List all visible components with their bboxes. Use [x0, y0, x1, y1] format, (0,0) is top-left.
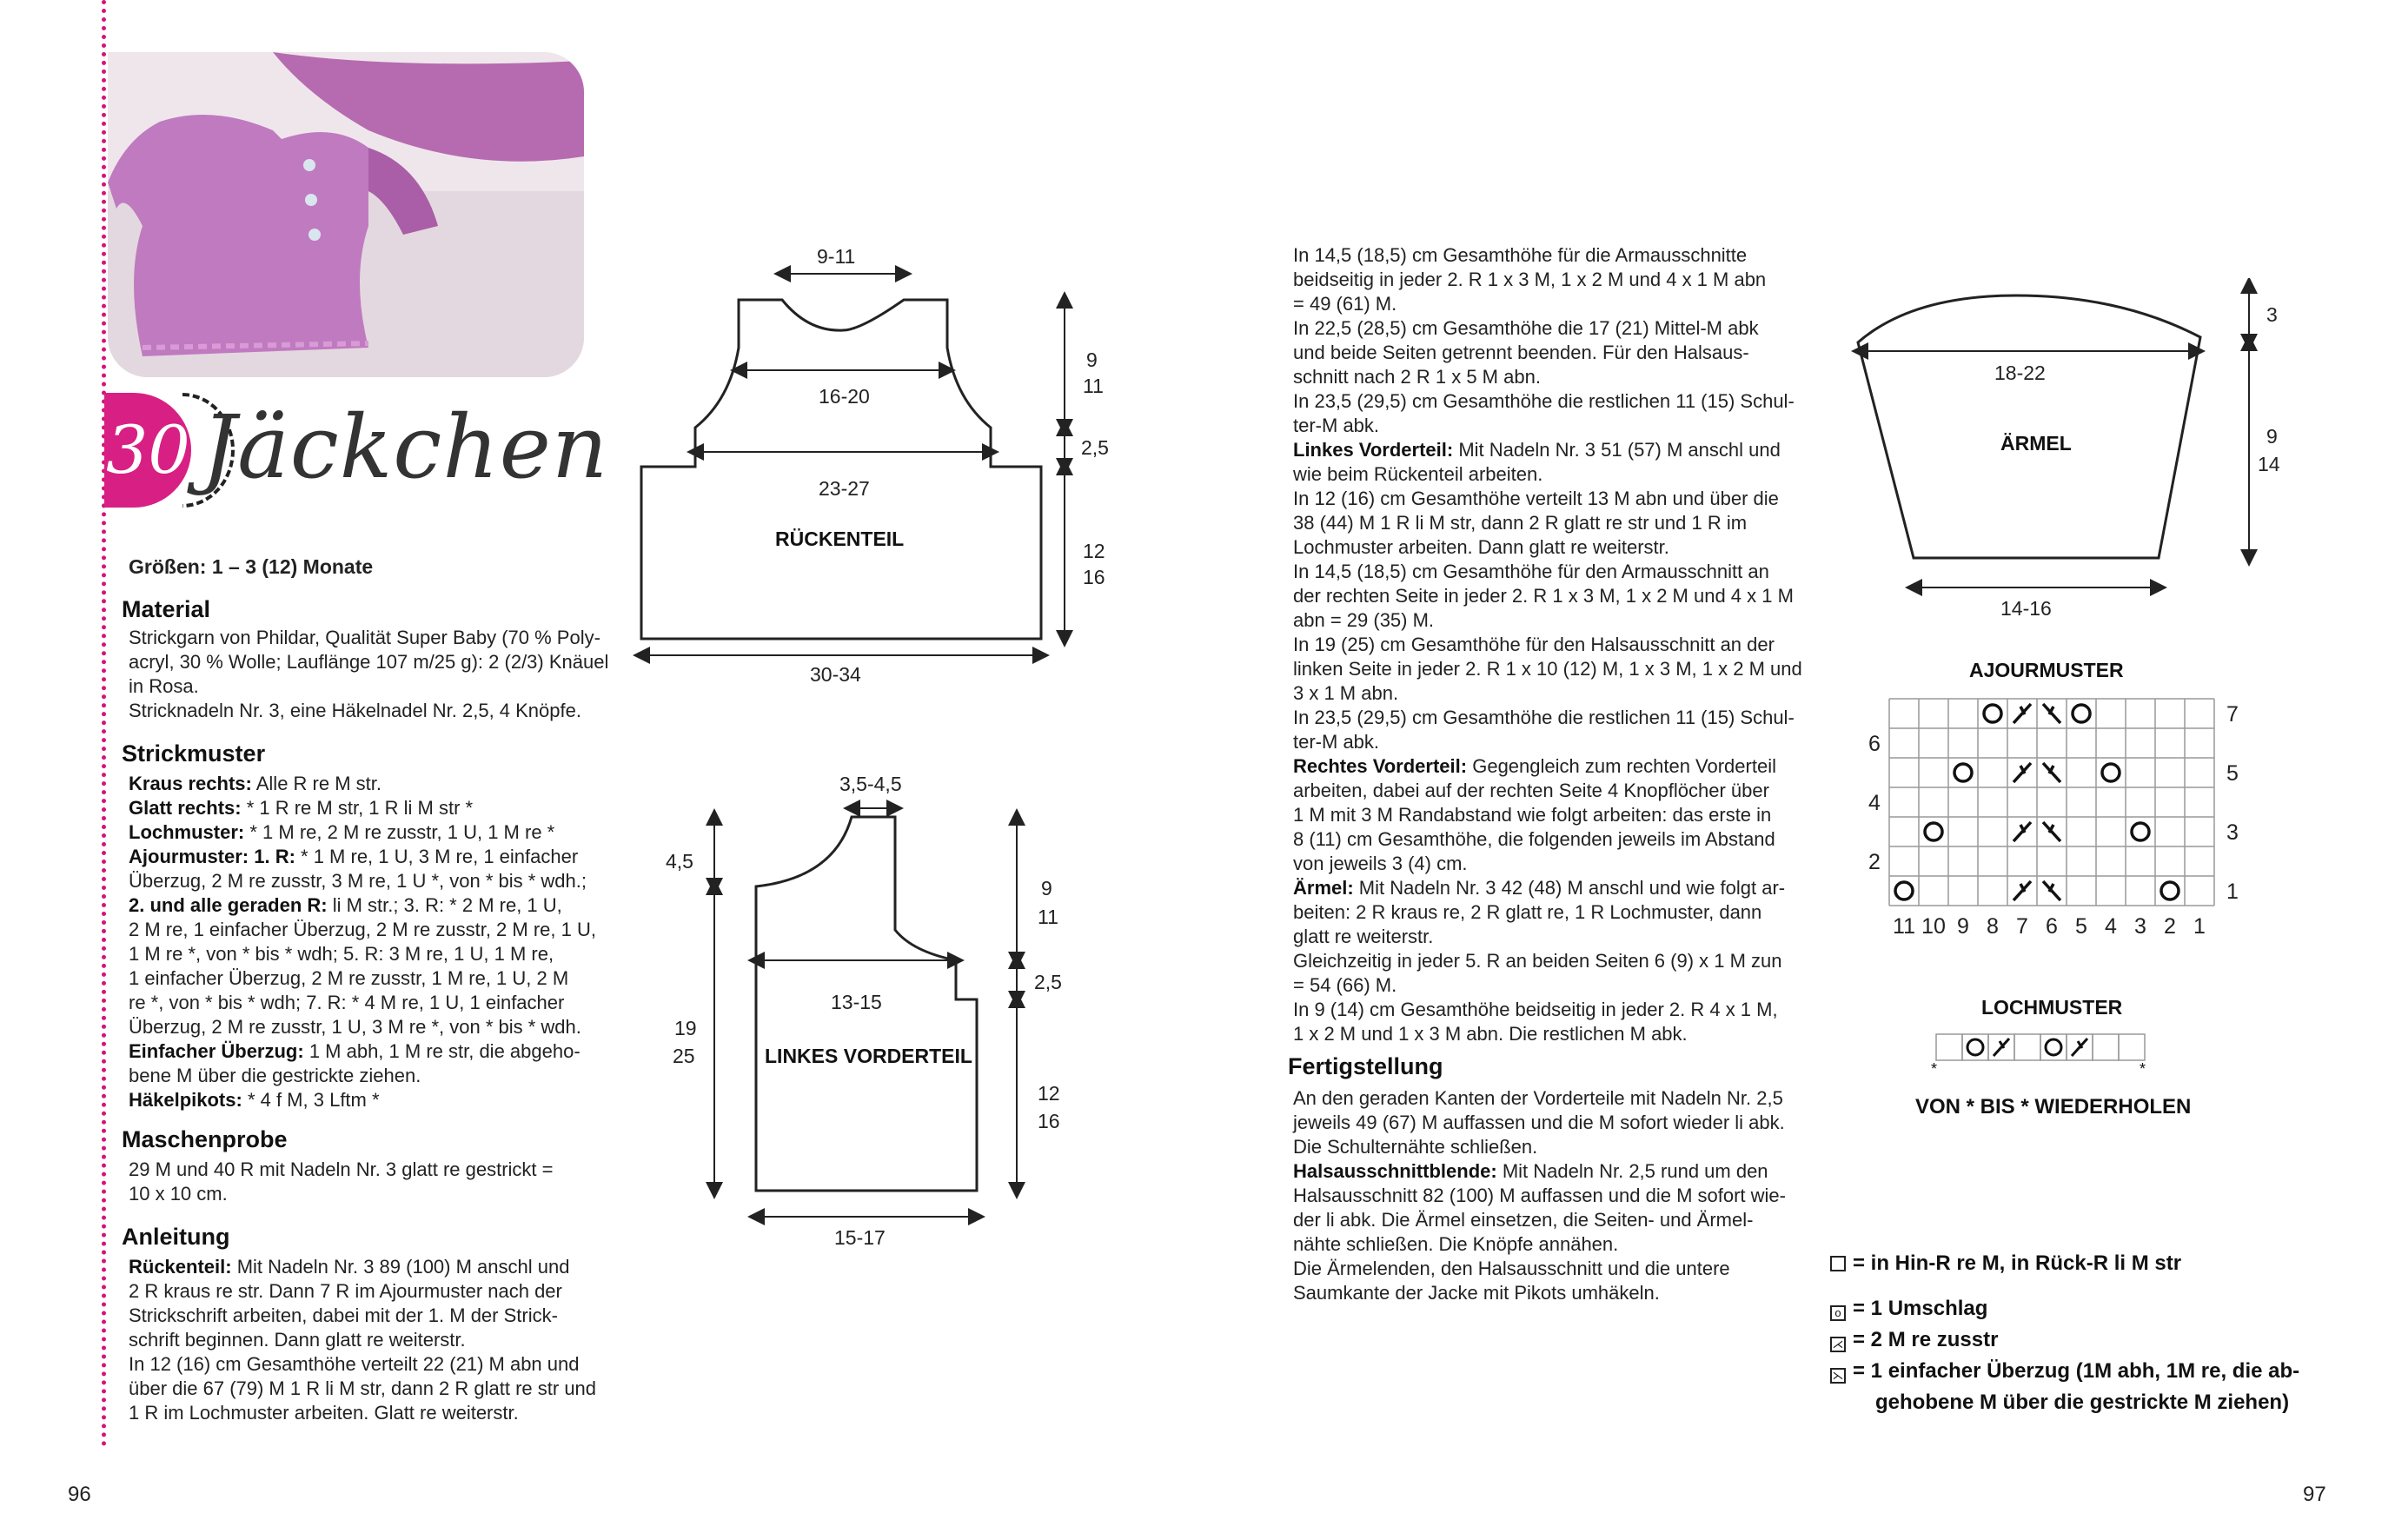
material-line: in Rosa.: [129, 675, 199, 697]
text-line: [129, 1304, 596, 1328]
ajour-col-label: 6: [2046, 914, 2058, 939]
text-line-body: In 23,5 (29,5) cm Gesamthöhe die restlichen 11 (15) Schul-: [1293, 707, 1795, 728]
loch-cell: [2014, 1034, 2040, 1060]
text-line: [129, 1255, 596, 1279]
pattern-number: 30: [106, 411, 190, 488]
text-line-bold: 2. und alle geraden R:: [129, 894, 328, 916]
page-number-right: 97: [2303, 1483, 2326, 1506]
text-line-body: 1 M abh, 1 M re str, die abgeho-: [303, 1040, 581, 1062]
text-line-body: der rechten Seite in jeder 2. R 1 x 3 M, 1 x 2 M und 4 x 1 M: [1293, 585, 1794, 607]
front-armhole-height-a: 9: [1041, 877, 1052, 899]
legend-item: [1875, 1389, 2289, 1417]
k2tog-mark: [1994, 1039, 2009, 1056]
maschenprobe-heading: Maschenprobe: [122, 1126, 288, 1152]
text-line-bold: Rückenteil:: [129, 1256, 232, 1278]
yarn-over-icon: o: [1830, 1305, 1846, 1321]
text-line-body: An den geraden Kanten der Vorderteile mit Nadeln Nr. 2,5: [1293, 1087, 1783, 1109]
back-armhole-height-a: 9: [1086, 348, 1098, 371]
skpo-icon: ⋋: [1830, 1368, 1846, 1384]
text-line: [1293, 633, 1802, 657]
text-line: [129, 1015, 596, 1039]
ajour-grid: [1889, 699, 2214, 906]
strickmuster-text: [129, 772, 596, 1112]
text-line-body: Die Ärmelenden, den Halsausschnitt und die untere: [1293, 1258, 1730, 1279]
anleitung-text: [129, 1255, 596, 1425]
text-line-body: 2 M re, 1 einfacher Überzug, 2 M re zusstr, 2 M re, 1 U,: [129, 919, 596, 940]
loch-repeat-note: VON * BIS * WIEDERHOLEN: [1915, 1095, 2192, 1118]
instructions-continued: [1293, 243, 1802, 1046]
skpo-mark: [2043, 704, 2060, 723]
back-neck-width: 16-20: [819, 385, 870, 408]
front-bottom-width: 15-17: [834, 1226, 886, 1249]
text-line-bold: Ärmel:: [1293, 877, 1354, 899]
text-line-body: In 22,5 (28,5) cm Gesamthöhe die 17 (21) Mittel-M abk: [1293, 317, 1759, 339]
text-line-body: = 54 (66) M.: [1293, 974, 1397, 996]
text-line-bold: Häkelpikots:: [129, 1089, 242, 1111]
text-line: [129, 796, 596, 820]
material-text: [129, 626, 608, 723]
ajour-title: AJOURMUSTER: [1969, 659, 2124, 681]
text-line-body: 8 (11) cm Gesamthöhe, die folgenden jeweils im Abstand: [1293, 828, 1775, 850]
ajour-col-label: 2: [2164, 914, 2176, 939]
text-line: [1293, 414, 1802, 438]
back-label: RÜCKENTEIL: [775, 528, 905, 550]
text-line: [1293, 389, 1802, 414]
text-line: [1293, 827, 1802, 852]
back-armhole-height-b: 11: [1083, 375, 1104, 397]
text-line-bold: Lochmuster:: [129, 821, 245, 843]
fertigstellung-text: [1293, 1086, 1786, 1305]
text-line-body: 2 R kraus re str. Dann 7 R im Ajourmuster nach der: [129, 1280, 562, 1302]
sleeve-height-a: 9: [2266, 425, 2278, 448]
text-line-body: In 12 (16) cm Gesamthöhe verteilt 22 (21) M abn und: [129, 1353, 580, 1375]
ajour-col-label: 3: [2134, 914, 2146, 939]
text-line: [1293, 1257, 1786, 1281]
text-line: [129, 772, 596, 796]
front-neck-height: 4,5: [666, 850, 693, 873]
text-line-bold: Kraus rechts:: [129, 773, 252, 794]
loch-title: LOCHMUSTER: [1981, 996, 2123, 1019]
text-line: [1293, 487, 1802, 511]
text-line: [1293, 1086, 1786, 1111]
maschenprobe-line: 29 M und 40 R mit Nadeln Nr. 3 glatt re gestrickt =: [129, 1158, 554, 1180]
text-line-body: In 14,5 (18,5) cm Gesamthöhe für die Armausschnitte: [1293, 244, 1748, 266]
empty-square-icon: [1830, 1256, 1846, 1271]
text-line-body: beidseitig in jeder 2. R 1 x 3 M, 1 x 2 M und 4 x 1 M abn: [1293, 269, 1767, 290]
text-line: [129, 893, 596, 918]
text-line: [1293, 560, 1802, 584]
front-top-width: 3,5-4,5: [839, 773, 902, 795]
front-mid-height: 2,5: [1034, 971, 1062, 993]
legend-text: = 1 Umschlag: [1853, 1297, 1988, 1320]
text-line: [1293, 900, 1802, 925]
text-line-body: über die 67 (79) M 1 R li M str, dann 2 R glatt re str und: [129, 1377, 597, 1399]
text-line: [129, 1377, 596, 1401]
text-line: [1293, 706, 1802, 730]
k2tog-icon: ⋌: [1830, 1337, 1846, 1352]
text-line: [129, 1088, 596, 1112]
text-line: [1293, 681, 1802, 706]
maschenprobe-line: 10 x 10 cm.: [129, 1183, 228, 1205]
text-line: [1293, 462, 1802, 487]
text-line: [1293, 341, 1802, 365]
sleeve-label: ÄRMEL: [2000, 432, 2072, 455]
text-line: [1293, 925, 1802, 949]
sizes-line: Größen: 1 – 3 (12) Monate: [129, 555, 374, 578]
text-line-body: Strickschrift arbeiten, dabei mit der 1. M der Strick-: [129, 1304, 558, 1326]
yarn-over-mark: [1967, 1039, 1983, 1055]
loch-cell: [2093, 1034, 2119, 1060]
text-line-body: Mit Nadeln Nr. 3 51 (57) M anschl und: [1453, 439, 1781, 461]
text-line-body: 1 R im Lochmuster arbeiten. Glatt re weiterstr.: [129, 1402, 519, 1424]
text-line: [1293, 608, 1802, 633]
text-line-body: Halsausschnitt 82 (100) M auffassen und die M sofort wie-: [1293, 1185, 1786, 1206]
sleeve-schematic: [1842, 278, 2329, 626]
text-line-body: In 12 (16) cm Gesamthöhe verteilt 13 M abn und über die: [1293, 488, 1779, 509]
text-line: [1293, 438, 1802, 462]
text-line-body: In 19 (25) cm Gesamthöhe für den Halsausschnitt an der: [1293, 634, 1775, 655]
text-line: [1293, 268, 1802, 292]
text-line: [1293, 779, 1802, 803]
text-line: [1293, 584, 1802, 608]
legend-text: = 2 M re zusstr: [1853, 1328, 1999, 1351]
sleeve-height-b: 14: [2258, 453, 2280, 475]
text-line: [1293, 852, 1802, 876]
ajour-col-label: 8: [1987, 914, 1999, 939]
text-line: [129, 845, 596, 869]
legend-text: = 1 einfacher Überzug (1M abh, 1M re, die ab-: [1853, 1359, 2300, 1383]
text-line-body: Mit Nadeln Nr. 3 89 (100) M anschl und: [231, 1256, 570, 1278]
text-line-body: li M str.; 3. R: * 2 M re, 1 U,: [327, 894, 562, 916]
yarn-over-mark: [1954, 764, 1972, 781]
text-line-body: jeweils 49 (67) M auffassen und die M sofort wieder li abk.: [1293, 1112, 1785, 1133]
yarn-over-mark: [2046, 1039, 2061, 1055]
back-outline: [641, 300, 1041, 639]
left-front-schematic: [643, 765, 1095, 1251]
text-line-body: nähte schließen. Die Knöpfe annähen.: [1293, 1233, 1619, 1255]
text-line-body: Überzug, 2 M re zusstr, 1 U, 3 M re *, von * bis * wdh.: [129, 1016, 581, 1038]
ajour-col-label: 10: [1921, 914, 1946, 939]
loch-cell: [2119, 1034, 2145, 1060]
legend-item: [1830, 1250, 2181, 1278]
k2tog-mark: [2014, 704, 2031, 723]
maschenprobe-text: [129, 1158, 554, 1206]
front-body-height-b: 16: [1038, 1110, 1060, 1132]
legend-item: [1830, 1326, 1998, 1354]
text-line-body: In 9 (14) cm Gesamthöhe beidseitig in jeder 2. R 4 x 1 M,: [1293, 999, 1778, 1020]
text-line-body: schrift beginnen. Dann glatt re weiterstr.: [129, 1329, 466, 1351]
text-line-body: und beide Seiten getrennt beenden. Für den Halsaus-: [1293, 342, 1749, 363]
text-line-body: ter-M abk.: [1293, 415, 1380, 436]
ajour-row-label: 1: [2226, 880, 2239, 904]
skpo-mark: [2043, 881, 2060, 900]
ajour-col-label: 5: [2075, 914, 2087, 939]
text-line: [1293, 243, 1802, 268]
text-line: [1293, 998, 1802, 1022]
text-line-bold: Einfacher Überzug:: [129, 1040, 304, 1062]
text-line: [1293, 511, 1802, 535]
text-line-body: wie beim Rückenteil arbeiten.: [1293, 463, 1543, 485]
text-line-body: Saumkante der Jacke mit Pikots umhäkeln.: [1293, 1282, 1660, 1304]
text-line: [129, 1039, 596, 1064]
text-line: [129, 1352, 596, 1377]
text-line: [129, 991, 596, 1015]
text-line-body: Lochmuster arbeiten. Dann glatt re weiterstr.: [1293, 536, 1669, 558]
text-line: [1293, 316, 1802, 341]
text-line: [1293, 876, 1802, 900]
loch-chart: [1929, 1029, 2190, 1072]
front-label: LINKES VORDERTEIL: [765, 1045, 972, 1067]
text-line: [1293, 754, 1802, 779]
page-margin-dotted-line: [102, 0, 106, 1447]
ajour-col-label: 4: [2105, 914, 2117, 939]
text-line-body: bene M über die gestrickte ziehen.: [129, 1065, 421, 1086]
sleeve-bottom-width: 14-16: [2000, 597, 2052, 620]
text-line-body: 1 M re *, von * bis * wdh; 5. R: 3 M re, 1 U, 1 M re,: [129, 943, 554, 965]
text-line: [1293, 949, 1802, 973]
strickmuster-heading: Strickmuster: [122, 740, 266, 767]
front-left-height-a: 19: [674, 1017, 697, 1039]
text-line-bold: Linkes Vorderteil:: [1293, 439, 1454, 461]
ajour-row-label: 2: [1868, 850, 1881, 874]
text-line-body: 1 einfacher Überzug, 2 M re zusstr, 1 M re, 1 U, 2 M: [129, 967, 569, 989]
text-line: [129, 918, 596, 942]
text-line-body: ter-M abk.: [1293, 731, 1380, 753]
text-line: [1293, 1159, 1786, 1184]
sleeve-outline: [1858, 295, 2200, 558]
ajour-row-label: 6: [1868, 732, 1881, 756]
text-line-body: * 1 M re, 2 M re zusstr, 1 U, 1 M re *: [244, 821, 555, 843]
text-line-body: Überzug, 2 M re zusstr, 3 M re, 1 U *, von * bis * wdh.;: [129, 870, 587, 892]
text-line: [1293, 1281, 1786, 1305]
text-line-body: In 14,5 (18,5) cm Gesamthöhe für den Armausschnitt an: [1293, 561, 1769, 582]
back-schematic: [626, 235, 1112, 704]
text-line-body: 1 M mit 3 M Randabstand wie folgt arbeiten: das erste in: [1293, 804, 1772, 826]
ajour-row-label: 4: [1868, 791, 1881, 815]
yarn-over-mark: [2132, 823, 2149, 840]
text-line-body: Gleichzeitig in jeder 5. R an beiden Seiten 6 (9) x 1 M zun: [1293, 950, 1782, 972]
text-line: [1293, 973, 1802, 998]
ajour-col-label: 7: [2016, 914, 2028, 939]
text-line: [1293, 803, 1802, 827]
back-body-height-b: 16: [1083, 566, 1105, 588]
anleitung-heading: Anleitung: [122, 1224, 230, 1250]
yarn-over-mark: [2161, 882, 2179, 899]
front-armhole-height-b: 11: [1038, 906, 1058, 928]
text-line-bold: Ajourmuster: 1. R:: [129, 846, 295, 867]
text-line: [129, 820, 596, 845]
text-line: [129, 942, 596, 966]
text-line-body: 3 x 1 M abn.: [1293, 682, 1399, 704]
text-line-body: 38 (44) M 1 R li M str, dann 2 R glatt re str und 1 R im: [1293, 512, 1748, 534]
skpo-mark: [2043, 822, 2060, 841]
text-line-body: schnitt nach 2 R 1 x 5 M abn.: [1293, 366, 1541, 388]
front-chest-width: 13-15: [831, 991, 882, 1013]
yarn-over-mark: [1925, 823, 1942, 840]
yarn-over-mark: [2073, 705, 2090, 722]
sleeve-top-width: 18-22: [1994, 362, 2046, 384]
text-line: [1293, 657, 1802, 681]
text-line-body: Alle R re M str.: [251, 773, 381, 794]
front-left-height-b: 25: [673, 1045, 695, 1067]
ajour-col-label: 11: [1893, 914, 1915, 939]
text-line-bold: Halsausschnittblende:: [1293, 1160, 1497, 1182]
loch-cell: [1936, 1034, 1962, 1060]
front-body-height-a: 12: [1038, 1082, 1060, 1105]
k2tog-mark: [2014, 881, 2031, 900]
text-line-body: * 1 M re, 1 U, 3 M re, 1 einfacher: [295, 846, 579, 867]
text-line: [1293, 730, 1802, 754]
text-line: [1293, 1022, 1802, 1046]
text-line: [1293, 292, 1802, 316]
text-line: [129, 869, 596, 893]
ajour-row-label: 7: [2226, 702, 2239, 727]
k2tog-mark: [2014, 763, 2031, 782]
material-line: acryl, 30 % Wolle; Lauflänge 107 m/25 g): 2 (2/3) Knäuel: [129, 651, 609, 673]
baby-cardigan-photo: [108, 52, 584, 377]
pattern-title: Jäckchen: [202, 396, 609, 498]
text-line: [1293, 1184, 1786, 1208]
legend-item: [1830, 1295, 1987, 1323]
legend-text: gehobene M über die gestrickte M ziehen): [1875, 1391, 2290, 1414]
back-mid-height: 2,5: [1081, 436, 1109, 459]
text-line-body: * 1 R re M str, 1 R li M str *: [241, 797, 474, 819]
back-bottom-width: 30-34: [810, 663, 861, 686]
k2tog-mark: [2014, 822, 2031, 841]
ajour-row-label: 5: [2226, 761, 2239, 786]
back-chest-width: 23-27: [819, 477, 870, 500]
text-line-body: 1 x 2 M und 1 x 3 M abn. Die restlichen M abk.: [1293, 1023, 1688, 1045]
back-top-width: 9-11: [817, 245, 856, 268]
yarn-over-mark: [2102, 764, 2120, 781]
repeat-end-star: *: [2140, 1060, 2146, 1072]
text-line-body: Die Schulternähte schließen.: [1293, 1136, 1538, 1158]
text-line-body: arbeiten, dabei auf der rechten Seite 4 Knopflöcher über: [1293, 780, 1769, 801]
text-line: [1293, 1135, 1786, 1159]
text-line-body: Gegengleich zum rechten Vorderteil: [1467, 755, 1776, 777]
text-line-bold: Glatt rechts:: [129, 797, 242, 819]
ajour-chart: [1860, 692, 2312, 944]
text-line-bold: Rechtes Vorderteil:: [1293, 755, 1468, 777]
ajour-row-label: 3: [2226, 820, 2239, 845]
cardigan-illustration: [108, 52, 584, 377]
legend-item: [1830, 1357, 2299, 1385]
material-line: Stricknadeln Nr. 3, eine Häkelnadel Nr. 2,5, 4 Knöpfe.: [129, 700, 581, 721]
text-line: [129, 1328, 596, 1352]
text-line-body: In 23,5 (29,5) cm Gesamthöhe die restlichen 11 (15) Schul-: [1293, 390, 1795, 412]
text-line-body: von jeweils 3 (4) cm.: [1293, 853, 1468, 874]
k2tog-mark: [2072, 1039, 2087, 1056]
text-line-body: glatt re weiterstr.: [1293, 926, 1434, 947]
text-line: [1293, 1208, 1786, 1232]
text-line: [129, 1401, 596, 1425]
text-line: [129, 1279, 596, 1304]
text-line: [1293, 535, 1802, 560]
text-line-body: Mit Nadeln Nr. 2,5 rund um den: [1496, 1160, 1768, 1182]
text-line-body: = 49 (61) M.: [1293, 293, 1397, 315]
text-line-body: re *, von * bis * wdh; 7. R: * 4 M re, 1 U, 1 einfacher: [129, 992, 565, 1013]
material-heading: Material: [122, 596, 211, 622]
yarn-over-mark: [1895, 882, 1913, 899]
yarn-over-mark: [1984, 705, 2001, 722]
text-line: [129, 1064, 596, 1088]
text-line: [1293, 365, 1802, 389]
back-body-height-a: 12: [1083, 540, 1105, 562]
text-line-body: beiten: 2 R kraus re, 2 R glatt re, 1 R Lochmuster, dann: [1293, 901, 1762, 923]
text-line-body: Mit Nadeln Nr. 3 42 (48) M anschl und wie folgt ar-: [1353, 877, 1786, 899]
text-line: [129, 966, 596, 991]
text-line: [1293, 1232, 1786, 1257]
page-number-left: 96: [68, 1483, 91, 1506]
text-line-body: der li abk. Die Ärmel einsetzen, die Seiten- und Ärmel-: [1293, 1209, 1754, 1231]
ajour-col-label: 9: [1957, 914, 1969, 939]
legend-text: = in Hin-R re M, in Rück-R li M str: [1853, 1251, 2182, 1275]
text-line: [1293, 1111, 1786, 1135]
skpo-mark: [2043, 763, 2060, 782]
repeat-start-star: *: [1931, 1060, 1938, 1072]
text-line-body: linken Seite in jeder 2. R 1 x 10 (12) M, 1 x 3 M, 1 x 2 M und: [1293, 658, 1802, 680]
fertigstellung-heading: Fertigstellung: [1288, 1053, 1443, 1079]
ajour-col-label: 1: [2193, 914, 2206, 939]
material-line: Strickgarn von Phildar, Qualität Super Baby (70 % Poly-: [129, 627, 600, 648]
text-line-body: * 4 f M, 3 Lftm *: [242, 1089, 380, 1111]
sleeve-cap-height: 3: [2266, 303, 2278, 326]
text-line-body: abn = 29 (35) M.: [1293, 609, 1435, 631]
